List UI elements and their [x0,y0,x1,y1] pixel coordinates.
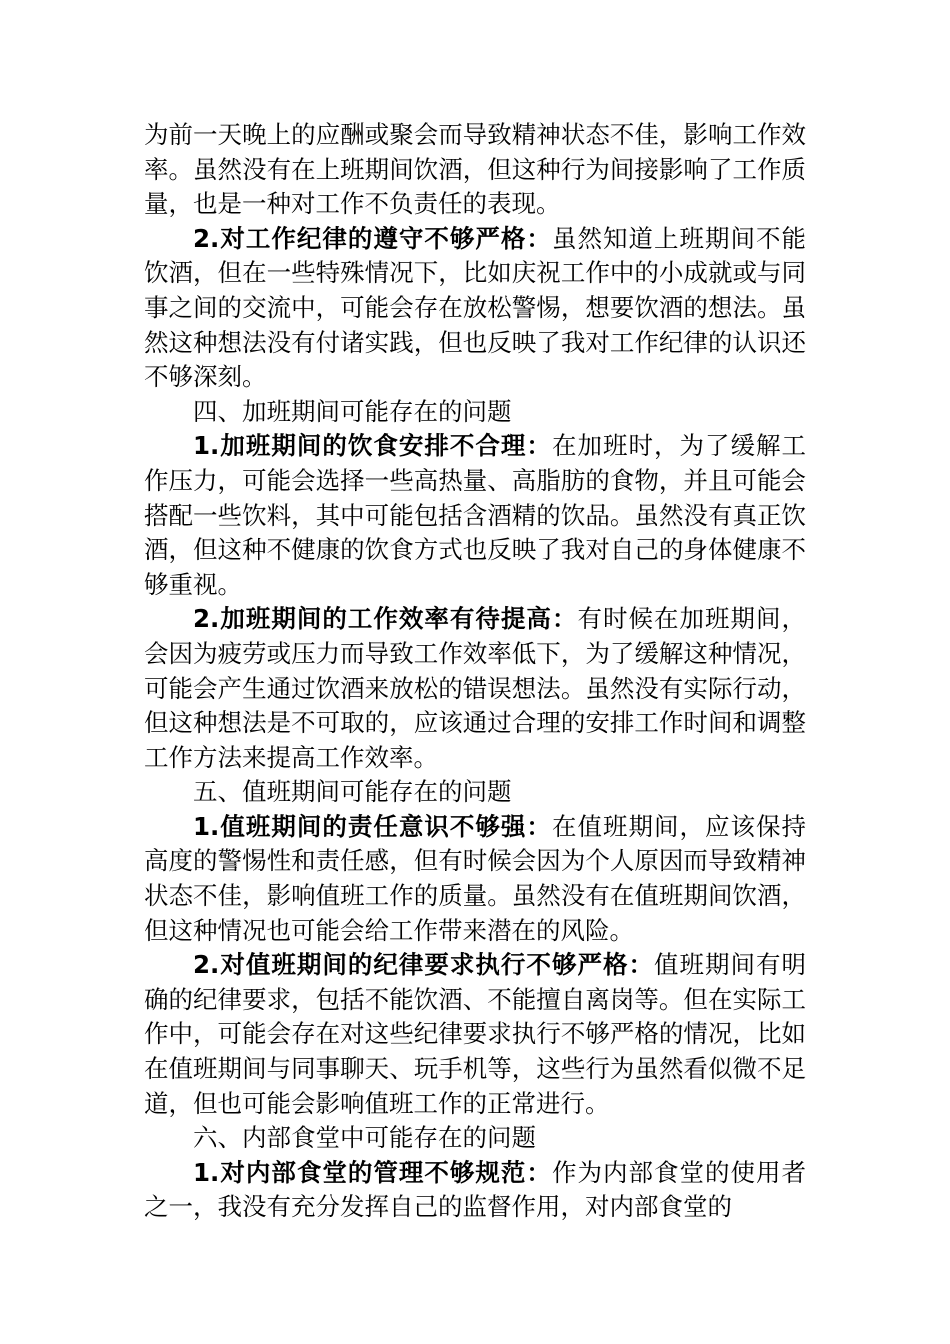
paragraph-lead: 2.对值班期间的纪律要求执行不够严格： [193,950,654,980]
section-heading-duty: 五、值班期间可能存在的问题 [193,777,512,807]
paragraph-lead: 1.加班期间的饮食安排不合理： [193,431,552,461]
paragraph-text: 有时候在加班期间，会因为疲劳或压力而导致工作效率低下，为了缓解这种情况，可能会产生通过饮酒来放松的错误想法。虽然没有实际行动，但这种想法是不可取的，应该通过合理的安排工作时间和调整工作方法来提高工作效率。 [144,604,807,772]
paragraph-text: 值班期间有明确的纪律要求，包括不能饮酒、不能擅自离岗等。但在实际工作中，可能会存在对这些纪律要求执行不够严格的情况，比如在值班期间与同事聊天、玩手机等，这些行为虽然看似微不足道，但也可能会影响值班工作的正常进行。 [144,950,806,1118]
paragraph-text: 在加班时，为了缓解工作压力，可能会选择一些高热量、高脂肪的食物，并且可能会搭配一些饮料，其中可能包括含酒精的饮品。虽然没有真正饮酒，但这种不健康的饮食方式也反映了我对自己的身体健康不够重视。 [144,431,807,599]
paragraph-canteen-management [144,1156,806,1225]
paragraph-lead: 2.加班期间的工作效率有待提高： [193,604,578,634]
paragraph-text: 为前一天晚上的应酬或聚会而导致精神状态不佳，影响工作效率。虽然没有在上班期间饮酒，但这种行为间接影响了工作质量，也是一种对工作不负责任的表现。 [144,120,806,219]
paragraph-overtime-efficiency [144,602,806,775]
section-heading-overtime: 四、加班期间可能存在的问题 [193,396,512,426]
paragraph-duty-responsibility [144,810,806,948]
paragraph-text: 在值班期间，应该保持高度的警惕性和责任感，但有时候会因为个人原因而导致精神状态不佳，影响值班工作的质量。虽然没有在值班期间饮酒，但这种情况也可能会给工作带来潜在的风险。 [144,811,807,945]
paragraph-text: 虽然知道上班期间不能饮酒，但在一些特殊情况下，比如庆祝工作中的小成就或与同事之间的交流中，可能会存在放松警惕，想要饮酒的想法。虽然这种想法没有付诸实践，但也反映了我对工作纪律的认识还不够深刻。 [144,223,807,392]
paragraph-work-discipline [144,222,806,395]
paragraph-lead: 1.对内部食堂的管理不够规范： [193,1157,552,1187]
paragraph-lead: 1.值班期间的责任意识不够强： [193,811,552,841]
section-heading-canteen: 六、内部食堂中可能存在的问题 [193,1123,536,1153]
document-body [144,118,806,1225]
paragraph-continuation [144,118,806,222]
paragraph-duty-discipline [144,948,806,1121]
paragraph-text: 作为内部食堂的使用者之一，我没有充分发挥自己的监督作用，对内部食堂的 [144,1157,807,1222]
paragraph-lead: 2.对工作纪律的遵守不够严格： [193,223,552,253]
paragraph-overtime-diet [144,429,806,602]
